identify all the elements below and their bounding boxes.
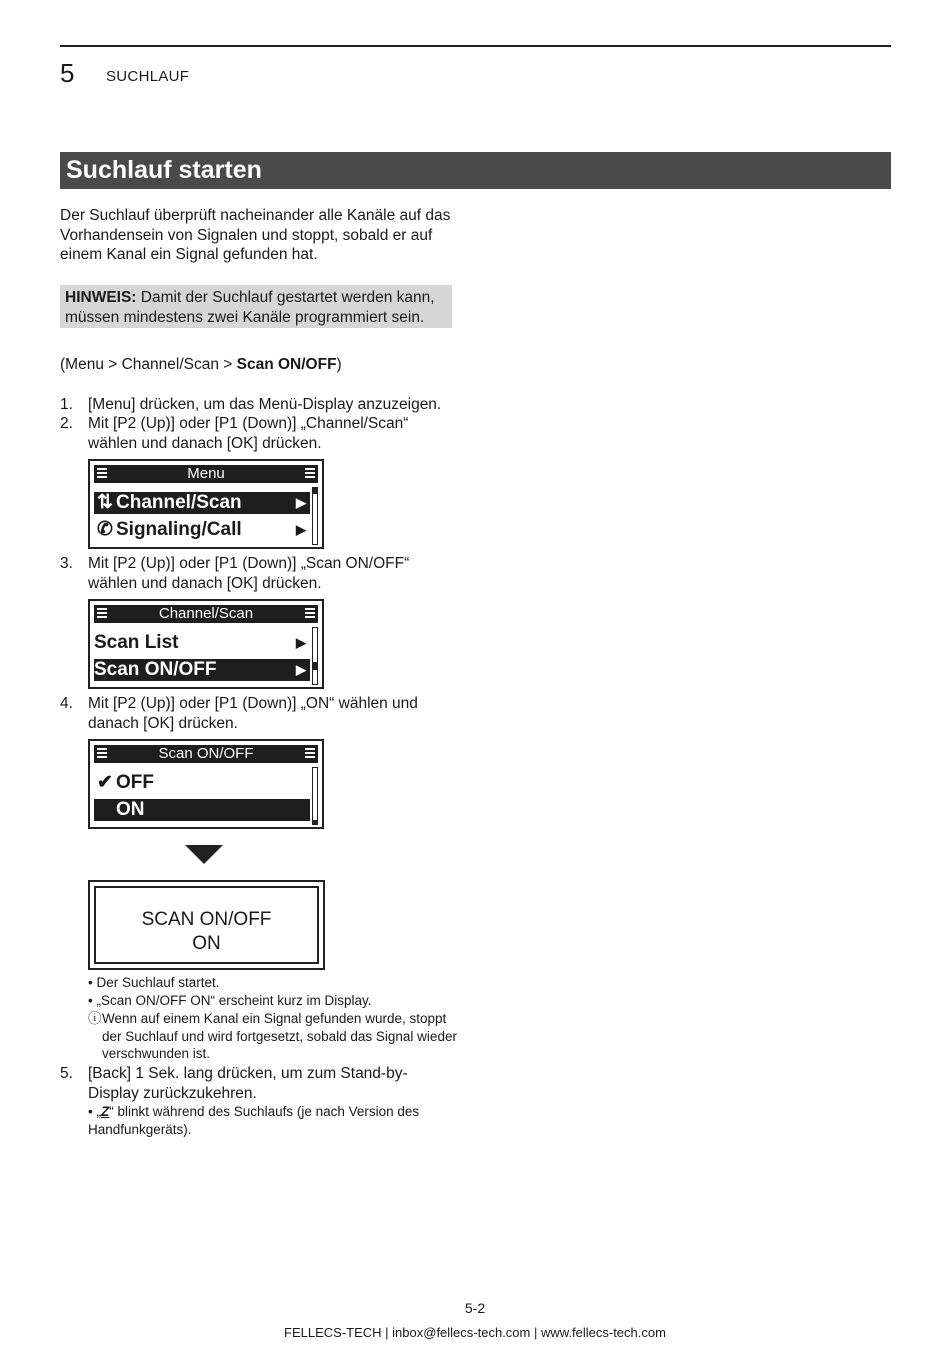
lcd-title: Scan ON/OFF (158, 745, 254, 762)
lcd-row-label: Signaling/Call (116, 519, 242, 540)
menu-path-prefix: (Menu > Channel/Scan > (60, 356, 237, 373)
menu-lines-icon (97, 468, 107, 480)
step-number: 5. (60, 1065, 73, 1082)
scan-icon: Z (100, 1104, 110, 1119)
lcd-row-scan-list (94, 632, 310, 654)
lcd-row-label: Channel/Scan (116, 492, 242, 513)
lcd-channel-scan-header (94, 605, 318, 623)
menu-lines-icon (97, 748, 107, 760)
menu-lines-icon (305, 748, 315, 760)
lcd-title: Channel/Scan (158, 605, 254, 622)
lcd-scrollbar (312, 627, 318, 685)
lcd-scan-onoff-screen (88, 739, 324, 829)
menu-lines-icon (305, 608, 315, 620)
step-text: Mit [P2 (Up)] oder [P1 (Down)] „ON“ wählen und danach [OK] drücken. (88, 695, 418, 732)
lcd-scan-onoff-header (94, 745, 318, 763)
footer-contact: FELLECS-TECH | inbox@fellecs-tech.com | www.fellecs-tech.com (284, 1325, 666, 1340)
lcd-result-inner (94, 886, 319, 964)
bullet-scan-starts: • Der Suchlauf startet. (88, 975, 220, 990)
up-down-arrows-icon: ⇅ (97, 492, 113, 513)
menu-path-bold: Scan ON/OFF (236, 356, 337, 373)
step-4 (60, 694, 480, 734)
bullet-scan-icon-blinks (88, 1103, 448, 1138)
info-text: Wenn auf einem Kanal ein Signal gefunden wurde, stoppt der Suchlauf und wird fortgesetzt, sobald das Signal wieder verschwunden ist. (102, 1011, 457, 1061)
lcd-menu-header (94, 465, 318, 483)
checkmark-icon: ✔ (97, 772, 113, 793)
lcd-row-scan-onoff (94, 659, 310, 681)
lcd-row-label: Scan List (94, 632, 179, 653)
lcd-row-label: OFF (116, 772, 154, 793)
bullet-display-message: • „Scan ON/OFF ON“ erscheint kurz im Display. (88, 993, 372, 1008)
info-icon: ⓘ (88, 1011, 102, 1026)
step-number: 2. (60, 415, 73, 432)
info-note (88, 1010, 458, 1063)
step-number: 3. (60, 555, 73, 572)
arrow-right-icon: ▶ (296, 495, 306, 510)
menu-path-suffix: ) (336, 356, 342, 373)
bullet-prefix: • „ (88, 1104, 101, 1119)
arrow-right-icon: ▶ (296, 522, 306, 537)
lcd-title: Menu (187, 465, 225, 482)
note-box (60, 285, 452, 328)
chapter-title: SUCHLAUF (106, 68, 190, 85)
lcd-scrollbar (312, 767, 318, 825)
step-3 (60, 554, 480, 594)
step-text: Mit [P2 (Up)] oder [P1 (Down)] „Channel/Scan“ wählen und danach [OK] drücken. (88, 415, 409, 452)
arrow-right-icon: ▶ (296, 635, 306, 650)
lcd-scrollbar (312, 487, 318, 545)
lcd-row-channel-scan (94, 492, 310, 514)
lcd-menu-screen (88, 459, 324, 549)
lcd-channel-scan-screen (88, 599, 324, 689)
header-rule (60, 45, 891, 47)
step-number: 4. (60, 695, 73, 712)
step-1 (60, 395, 480, 415)
step-5 (60, 1064, 480, 1104)
section-bar (60, 152, 891, 189)
step-2 (60, 414, 480, 454)
phone-icon: ✆ (97, 519, 113, 540)
menu-lines-icon (97, 608, 107, 620)
lcd-result-line-2: ON (192, 933, 221, 954)
lcd-result-line-1: SCAN ON/OFF (141, 909, 272, 930)
menu-lines-icon (305, 468, 315, 480)
section-title: Suchlauf starten (66, 156, 262, 184)
step-text: [Menu] drücken, um das Menü-Display anzuzeigen. (88, 396, 442, 413)
lcd-row-on (94, 799, 310, 821)
lcd-row-label: Scan ON/OFF (94, 659, 217, 680)
intro-paragraph: Der Suchlauf überprüft nacheinander alle Kanäle auf das Vorhandensein von Signalen und stoppt, sobald er auf einem Kanal ein Signal gefunden hat. (60, 207, 451, 263)
note-label: HINWEIS: (65, 289, 137, 306)
down-triangle-icon (185, 845, 223, 864)
step-text: Mit [P2 (Up)] oder [P1 (Down)] „Scan ON/OFF“ wählen und danach [OK] drücken. (88, 555, 410, 592)
menu-path (60, 356, 342, 374)
arrow-right-icon: ▶ (296, 662, 306, 677)
lcd-row-signaling-call (94, 519, 310, 541)
bullet-text: “ blinkt während des Suchlaufs (je nach Version des Handfunkgeräts). (88, 1104, 420, 1137)
chapter-number: 5 (60, 58, 75, 88)
note-text: Damit der Suchlauf gestartet werden kann, müssen mindestens zwei Kanäle programmiert sein. (65, 289, 435, 326)
step-text: [Back] 1 Sek. lang drücken, um zum Stand-by-Display zurückzukehren. (88, 1065, 408, 1102)
lcd-row-off (94, 772, 310, 794)
lcd-row-label: ON (116, 799, 145, 820)
page-number: 5-2 (464, 1300, 486, 1316)
step-number: 1. (60, 396, 73, 413)
lcd-result-screen (88, 880, 325, 970)
